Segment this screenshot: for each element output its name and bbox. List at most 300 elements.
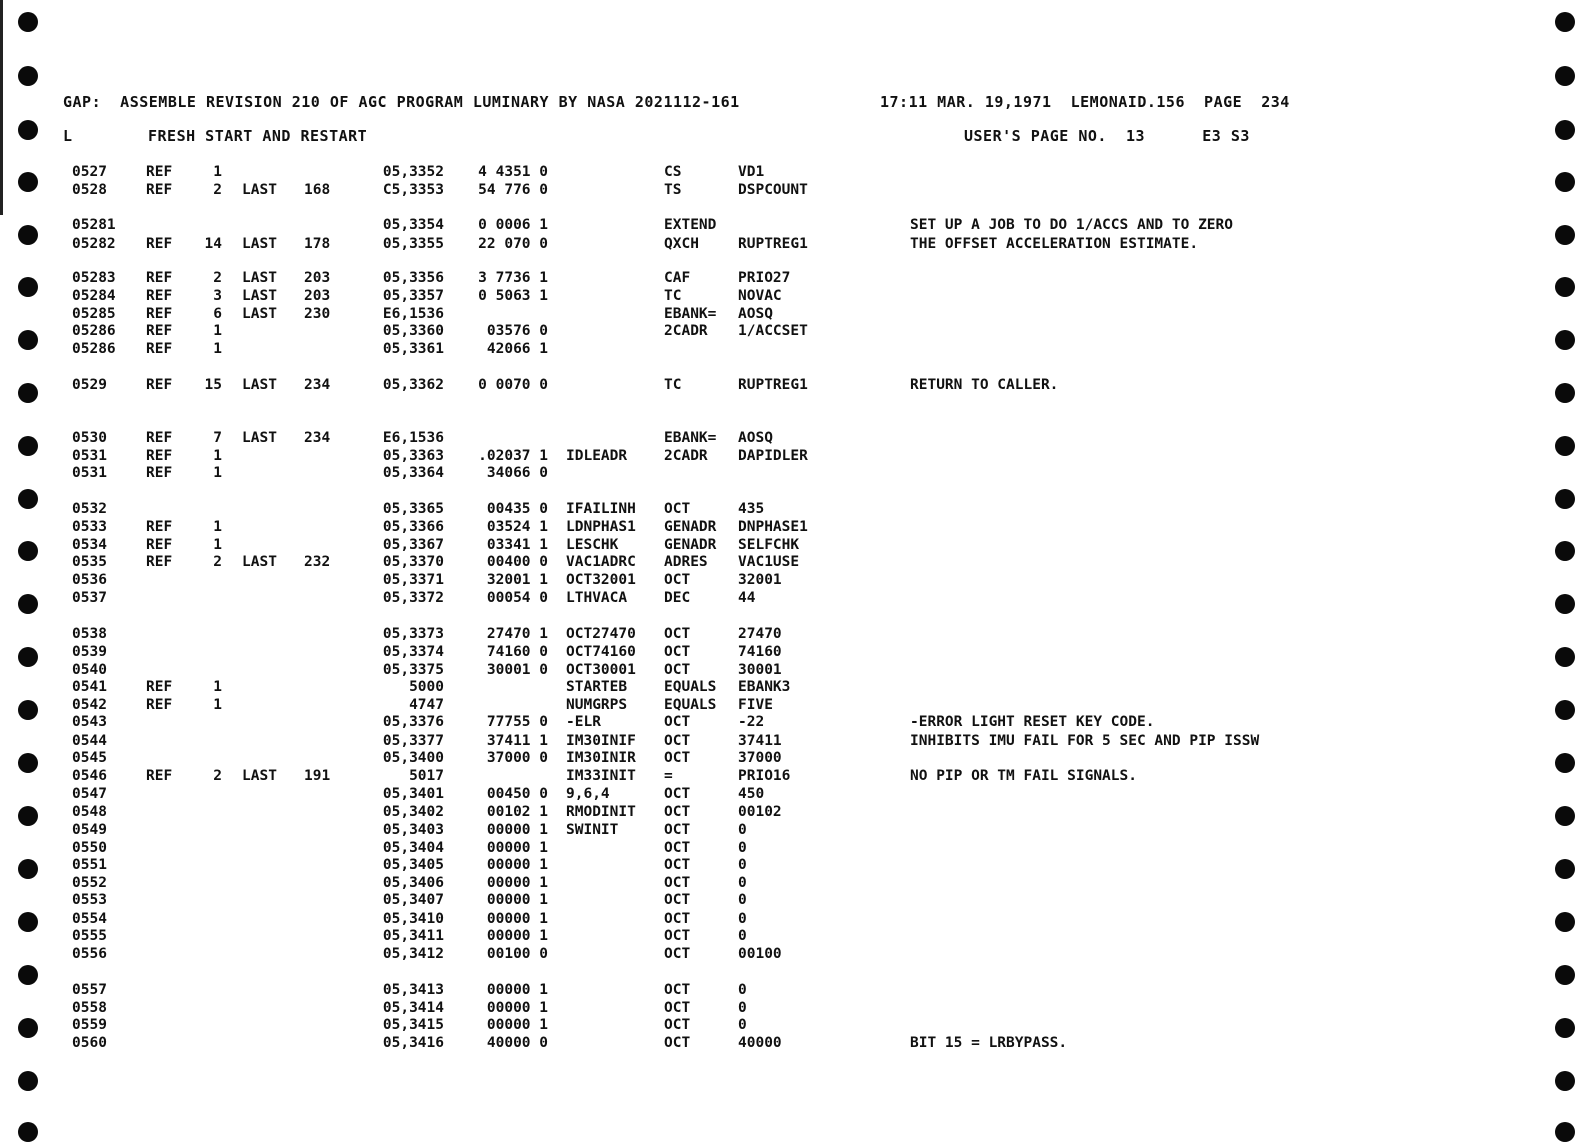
operand: 00100 xyxy=(738,946,782,962)
feed-hole xyxy=(1555,66,1575,86)
address: 05,3376 xyxy=(382,714,444,730)
sequence-number: 0535 xyxy=(72,554,107,570)
ref-marker: REF xyxy=(146,270,173,286)
address: 05,3375 xyxy=(382,662,444,678)
symbol-label: SWINIT xyxy=(566,822,619,838)
address: 05,3365 xyxy=(382,501,444,517)
octal-code: 00000 1 xyxy=(486,1017,548,1033)
opcode: EBANK= xyxy=(664,306,717,322)
address: 05,3367 xyxy=(382,537,444,553)
opcode: EXTEND xyxy=(664,217,717,233)
operand: FIVE xyxy=(738,697,773,713)
listing-row xyxy=(0,448,1585,466)
sequence-number: 0548 xyxy=(72,804,107,820)
address: 05,3355 xyxy=(382,236,444,252)
sequence-number: 0547 xyxy=(72,786,107,802)
octal-code: 3 7736 1 xyxy=(478,270,548,286)
operand: 0 xyxy=(738,822,747,838)
comment: NO PIP OR TM FAIL SIGNALS. xyxy=(910,768,1137,784)
sequence-number: 0553 xyxy=(72,892,107,908)
symbol-label: LESCHK xyxy=(566,537,619,553)
opcode: 2CADR xyxy=(664,448,708,464)
last-page: 203 xyxy=(304,270,331,286)
opcode: EQUALS xyxy=(664,679,717,695)
operand: 30001 xyxy=(738,662,782,678)
address: 05,3403 xyxy=(382,822,444,838)
sequence-number: 0529 xyxy=(72,377,107,393)
ref-count: 2 xyxy=(213,768,222,784)
operand: PRIO16 xyxy=(738,768,791,784)
sequence-number: 0551 xyxy=(72,857,107,873)
listing-row xyxy=(0,519,1585,537)
operand: 0 xyxy=(738,982,747,998)
symbol-label: 9,6,4 xyxy=(566,786,610,802)
symbol-label: OCT27470 xyxy=(566,626,636,642)
listing-row xyxy=(0,875,1585,893)
address: 05,3360 xyxy=(382,323,444,339)
octal-code: 00450 0 xyxy=(486,786,548,802)
operand: 37411 xyxy=(738,733,782,749)
address: 05,3405 xyxy=(382,857,444,873)
ref-count: 7 xyxy=(213,430,222,446)
listing-row xyxy=(0,786,1585,804)
sequence-number: 0531 xyxy=(72,465,107,481)
ref-count: 14 xyxy=(204,236,222,252)
section-title: FRESH START AND RESTART xyxy=(148,127,368,145)
last-marker: LAST xyxy=(242,768,277,784)
sequence-number: 0560 xyxy=(72,1035,107,1051)
listing-row xyxy=(0,1000,1585,1018)
address: 05,3401 xyxy=(382,786,444,802)
operand: 0 xyxy=(738,840,747,856)
last-marker: LAST xyxy=(242,288,277,304)
operand: 0 xyxy=(738,928,747,944)
sequence-number: 0554 xyxy=(72,911,107,927)
ref-count: 1 xyxy=(213,164,222,180)
last-page: 168 xyxy=(304,182,331,198)
octal-code: 0 0070 0 xyxy=(478,377,548,393)
ref-count: 1 xyxy=(213,519,222,535)
last-marker: LAST xyxy=(242,377,277,393)
operand: 0 xyxy=(738,911,747,927)
feed-hole xyxy=(18,120,38,140)
octal-code: 03524 1 xyxy=(486,519,548,535)
opcode: OCT xyxy=(664,982,691,998)
sequence-number: 05286 xyxy=(72,323,116,339)
listing-row xyxy=(0,804,1585,822)
listing-row xyxy=(0,236,1585,254)
feed-hole xyxy=(1555,1071,1575,1091)
opcode: OCT xyxy=(664,911,691,927)
opcode: OCT xyxy=(664,822,691,838)
opcode: OCT xyxy=(664,786,691,802)
listing-row xyxy=(0,626,1585,644)
octal-code: 00000 1 xyxy=(486,928,548,944)
octal-code: 00102 1 xyxy=(486,804,548,820)
operand: 0 xyxy=(738,875,747,891)
ref-count: 1 xyxy=(213,697,222,713)
ref-count: 15 xyxy=(204,377,222,393)
sequence-number: 05281 xyxy=(72,217,116,233)
ref-count: 1 xyxy=(213,323,222,339)
opcode: CAF xyxy=(664,270,691,286)
operand: 37000 xyxy=(738,750,782,766)
address: 05,3356 xyxy=(382,270,444,286)
opcode: DEC xyxy=(664,590,691,606)
address: 05,3372 xyxy=(382,590,444,606)
octal-code: 00000 1 xyxy=(486,892,548,908)
octal-code: 03576 0 xyxy=(486,323,548,339)
operand: 44 xyxy=(738,590,756,606)
comment: -ERROR LIGHT RESET KEY CODE. xyxy=(910,714,1155,730)
opcode: OCT xyxy=(664,946,691,962)
octal-code: 00435 0 xyxy=(486,501,548,517)
address: 05,3362 xyxy=(382,377,444,393)
listing-row xyxy=(0,911,1585,929)
header-date-page: 17:11 MAR. 19,1971 LEMONAID.156 PAGE 234 xyxy=(880,93,1290,111)
opcode: OCT xyxy=(664,1000,691,1016)
octal-code: 4 4351 0 xyxy=(478,164,548,180)
listing-row xyxy=(0,768,1585,786)
sequence-number: 05286 xyxy=(72,341,116,357)
octal-code: 37000 0 xyxy=(486,750,548,766)
symbol-label: OCT32001 xyxy=(566,572,636,588)
listing-row xyxy=(0,270,1585,288)
listing-row xyxy=(0,714,1585,732)
listing-row xyxy=(0,840,1585,858)
octal-code: 37411 1 xyxy=(486,733,548,749)
operand: 1/ACCSET xyxy=(738,323,808,339)
opcode: OCT xyxy=(664,501,691,517)
listing-row xyxy=(0,554,1585,572)
operand: 0 xyxy=(738,1017,747,1033)
operand: EBANK3 xyxy=(738,679,791,695)
address: 05,3371 xyxy=(382,572,444,588)
symbol-label: IFAILINH xyxy=(566,501,636,517)
feed-hole xyxy=(1555,1122,1575,1142)
ref-count: 2 xyxy=(213,270,222,286)
address: E6,1536 xyxy=(382,430,444,446)
opcode: CS xyxy=(664,164,682,180)
listing-row xyxy=(0,822,1585,840)
ref-marker: REF xyxy=(146,430,173,446)
octal-code: 27470 1 xyxy=(486,626,548,642)
listing-row xyxy=(0,341,1585,359)
octal-code: 0 0006 1 xyxy=(478,217,548,233)
opcode: OCT xyxy=(664,892,691,908)
listing-row xyxy=(0,750,1585,768)
symbol-label: LTHVACA xyxy=(566,590,628,606)
listing-row xyxy=(0,306,1585,324)
ref-marker: REF xyxy=(146,323,173,339)
address: 05,3354 xyxy=(382,217,444,233)
header-assembly-line: GAP: ASSEMBLE REVISION 210 OF AGC PROGRAM LUMINARY BY NASA 2021112-161 xyxy=(63,93,740,111)
ref-count: 3 xyxy=(213,288,222,304)
operand: DNPHASE1 xyxy=(738,519,808,535)
address: 05,3357 xyxy=(382,288,444,304)
comment: SET UP A JOB TO DO 1/ACCS AND TO ZERO xyxy=(910,217,1234,233)
ref-marker: REF xyxy=(146,182,173,198)
opcode: OCT xyxy=(664,804,691,820)
last-page: 232 xyxy=(304,554,331,570)
operand: 27470 xyxy=(738,626,782,642)
opcode: OCT xyxy=(664,1035,691,1051)
ref-count: 2 xyxy=(213,554,222,570)
last-marker: LAST xyxy=(242,236,277,252)
operand: 0 xyxy=(738,892,747,908)
octal-code: 00000 1 xyxy=(486,822,548,838)
opcode: ADRES xyxy=(664,554,708,570)
octal-code: 03341 1 xyxy=(486,537,548,553)
operand: AOSQ xyxy=(738,430,773,446)
ref-count: 1 xyxy=(213,448,222,464)
ref-count: 1 xyxy=(213,465,222,481)
listing-row xyxy=(0,982,1585,1000)
sequence-number: 0555 xyxy=(72,928,107,944)
operand: RUPTREG1 xyxy=(738,377,808,393)
feed-hole xyxy=(18,1071,38,1091)
operand: 450 xyxy=(738,786,765,802)
opcode: OCT xyxy=(664,840,691,856)
sequence-number: 0533 xyxy=(72,519,107,535)
operand: PRIO27 xyxy=(738,270,791,286)
sequence-number: 0531 xyxy=(72,448,107,464)
feed-hole xyxy=(18,66,38,86)
octal-code: 00000 1 xyxy=(486,857,548,873)
last-marker: LAST xyxy=(242,182,277,198)
opcode: OCT xyxy=(664,662,691,678)
sequence-number: 0559 xyxy=(72,1017,107,1033)
listing-row xyxy=(0,288,1585,306)
symbol-label: LDNPHAS1 xyxy=(566,519,636,535)
operand: AOSQ xyxy=(738,306,773,322)
ref-marker: REF xyxy=(146,448,173,464)
symbol-label: IDLEADR xyxy=(566,448,628,464)
octal-code: 32001 1 xyxy=(486,572,548,588)
operand: 435 xyxy=(738,501,765,517)
ref-marker: REF xyxy=(146,288,173,304)
sequence-number: 0549 xyxy=(72,822,107,838)
symbol-label: OCT74160 xyxy=(566,644,636,660)
ref-count: 1 xyxy=(213,341,222,357)
octal-code: .02037 1 xyxy=(478,448,548,464)
octal-code: 30001 0 xyxy=(486,662,548,678)
octal-code: 0 5063 1 xyxy=(478,288,548,304)
last-page: 234 xyxy=(304,430,331,446)
sequence-number: 0540 xyxy=(72,662,107,678)
opcode: 2CADR xyxy=(664,323,708,339)
symbol-label: IM30INIR xyxy=(566,750,636,766)
ref-marker: REF xyxy=(146,768,173,784)
operand: -22 xyxy=(738,714,765,730)
address: 05,3414 xyxy=(382,1000,444,1016)
opcode: OCT xyxy=(664,1017,691,1033)
opcode: QXCH xyxy=(664,236,699,252)
opcode: OCT xyxy=(664,572,691,588)
address: 05,3374 xyxy=(382,644,444,660)
address: E6,1536 xyxy=(382,306,444,322)
listing-row xyxy=(0,182,1585,200)
address: 05,3404 xyxy=(382,840,444,856)
feed-hole xyxy=(1555,120,1575,140)
listing-row xyxy=(0,679,1585,697)
header-l-marker: L xyxy=(63,127,73,145)
operand: 32001 xyxy=(738,572,782,588)
sequence-number: 0538 xyxy=(72,626,107,642)
octal-code: 77755 0 xyxy=(486,714,548,730)
feed-hole xyxy=(18,1122,38,1142)
opcode: TS xyxy=(664,182,682,198)
sequence-number: 0550 xyxy=(72,840,107,856)
listing-row xyxy=(0,946,1585,964)
operand: DAPIDLER xyxy=(738,448,808,464)
address: 05,3373 xyxy=(382,626,444,642)
comment: RETURN TO CALLER. xyxy=(910,377,1059,393)
address: 05,3370 xyxy=(382,554,444,570)
octal-code: 74160 0 xyxy=(486,644,548,660)
sequence-number: 0530 xyxy=(72,430,107,446)
sequence-number: 0532 xyxy=(72,501,107,517)
listing-row xyxy=(0,377,1585,395)
listing-row xyxy=(0,465,1585,483)
address: 5017 xyxy=(409,768,444,784)
opcode: TC xyxy=(664,377,682,393)
ref-count: 6 xyxy=(213,306,222,322)
address: 5000 xyxy=(409,679,444,695)
operand: 74160 xyxy=(738,644,782,660)
address: 05,3402 xyxy=(382,804,444,820)
listing-row xyxy=(0,537,1585,555)
octal-code: 54 776 0 xyxy=(478,182,548,198)
listing-row xyxy=(0,164,1585,182)
last-marker: LAST xyxy=(242,554,277,570)
listing-row xyxy=(0,644,1585,662)
ref-marker: REF xyxy=(146,519,173,535)
address: 05,3410 xyxy=(382,911,444,927)
ref-count: 1 xyxy=(213,679,222,695)
address: 05,3363 xyxy=(382,448,444,464)
sequence-number: 0557 xyxy=(72,982,107,998)
sequence-number: 05283 xyxy=(72,270,116,286)
sequence-number: 0537 xyxy=(72,590,107,606)
address: 05,3406 xyxy=(382,875,444,891)
operand: VAC1USE xyxy=(738,554,800,570)
sequence-number: 0542 xyxy=(72,697,107,713)
operand: 0 xyxy=(738,857,747,873)
opcode: OCT xyxy=(664,644,691,660)
ref-marker: REF xyxy=(146,306,173,322)
ref-count: 2 xyxy=(213,182,222,198)
address: 05,3415 xyxy=(382,1017,444,1033)
listing-row xyxy=(0,430,1585,448)
sequence-number: 0539 xyxy=(72,644,107,660)
octal-code: 00000 1 xyxy=(486,1000,548,1016)
last-marker: LAST xyxy=(242,430,277,446)
opcode: OCT xyxy=(664,733,691,749)
octal-code: 40000 0 xyxy=(486,1035,548,1051)
opcode: OCT xyxy=(664,714,691,730)
operand: NOVAC xyxy=(738,288,782,304)
last-marker: LAST xyxy=(242,306,277,322)
listing-row xyxy=(0,217,1585,235)
octal-code: 34066 0 xyxy=(486,465,548,481)
sequence-number: 05282 xyxy=(72,236,116,252)
address: 05,3361 xyxy=(382,341,444,357)
opcode: OCT xyxy=(664,750,691,766)
sequence-number: 0544 xyxy=(72,733,107,749)
listing-row xyxy=(0,323,1585,341)
opcode: OCT xyxy=(664,857,691,873)
listing-row xyxy=(0,572,1585,590)
address: 05,3411 xyxy=(382,928,444,944)
sequence-number: 0536 xyxy=(72,572,107,588)
octal-code: 42066 1 xyxy=(486,341,548,357)
last-page: 203 xyxy=(304,288,331,304)
users-page-number: USER'S PAGE NO. 13 E3 S3 xyxy=(964,127,1250,145)
ref-marker: REF xyxy=(146,341,173,357)
feed-hole xyxy=(1555,12,1575,32)
ref-marker: REF xyxy=(146,679,173,695)
address: 05,3412 xyxy=(382,946,444,962)
operand: DSPCOUNT xyxy=(738,182,808,198)
sequence-number: 0552 xyxy=(72,875,107,891)
ref-marker: REF xyxy=(146,554,173,570)
last-page: 234 xyxy=(304,377,331,393)
address: 05,3407 xyxy=(382,892,444,908)
octal-code: 00054 0 xyxy=(486,590,548,606)
opcode: OCT xyxy=(664,875,691,891)
address: 05,3400 xyxy=(382,750,444,766)
octal-code: 22 070 0 xyxy=(478,236,548,252)
opcode: EBANK= xyxy=(664,430,717,446)
listing-row xyxy=(0,892,1585,910)
symbol-label: RMODINIT xyxy=(566,804,636,820)
listing-row xyxy=(0,697,1585,715)
ref-marker: REF xyxy=(146,236,173,252)
listing-row xyxy=(0,733,1585,751)
sequence-number: 0534 xyxy=(72,537,107,553)
listing-row xyxy=(0,501,1585,519)
last-marker: LAST xyxy=(242,270,277,286)
listing-row xyxy=(0,1035,1585,1053)
octal-code: 00000 1 xyxy=(486,875,548,891)
ref-marker: REF xyxy=(146,164,173,180)
address: C5,3353 xyxy=(382,182,444,198)
ref-marker: REF xyxy=(146,537,173,553)
symbol-label: -ELR xyxy=(566,714,601,730)
address: 05,3416 xyxy=(382,1035,444,1051)
ref-marker: REF xyxy=(146,377,173,393)
symbol-label: OCT30001 xyxy=(566,662,636,678)
last-page: 191 xyxy=(304,768,331,784)
operand: 0 xyxy=(738,1000,747,1016)
symbol-label: NUMGRPS xyxy=(566,697,628,713)
operand: VD1 xyxy=(738,164,765,180)
sequence-number: 0527 xyxy=(72,164,107,180)
opcode: GENADR xyxy=(664,537,717,553)
sequence-number: 0543 xyxy=(72,714,107,730)
operand: RUPTREG1 xyxy=(738,236,808,252)
address: 05,3413 xyxy=(382,982,444,998)
opcode: EQUALS xyxy=(664,697,717,713)
ref-marker: REF xyxy=(146,697,173,713)
last-page: 230 xyxy=(304,306,331,322)
octal-code: 00400 0 xyxy=(486,554,548,570)
sequence-number: 0558 xyxy=(72,1000,107,1016)
listing-row xyxy=(0,1017,1585,1035)
opcode: OCT xyxy=(664,626,691,642)
listing-row xyxy=(0,662,1585,680)
